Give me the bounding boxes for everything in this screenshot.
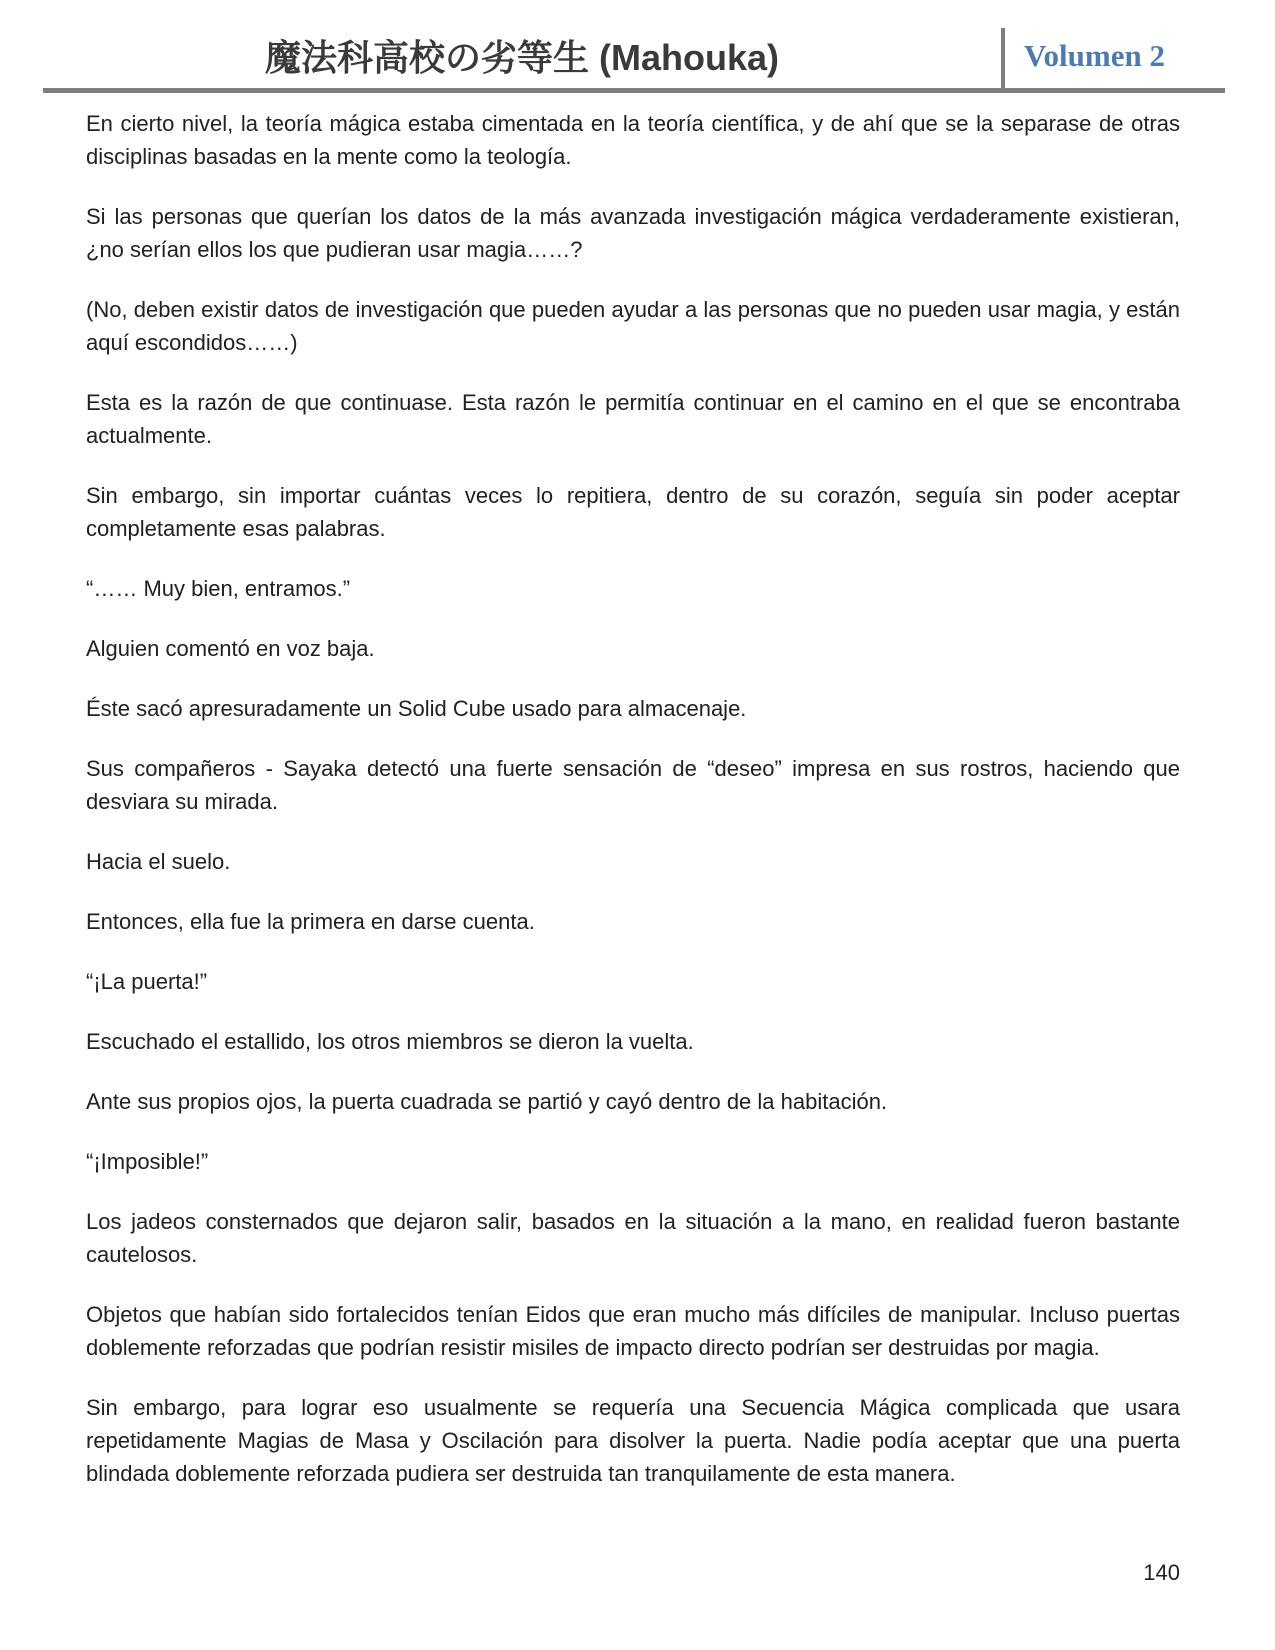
body-paragraph-quote: “¡La puerta!”	[86, 969, 208, 994]
body-paragraph: Ante sus propios ojos, la puerta cuadrada se partió y cayó dentro de la habitación.	[86, 1089, 888, 1114]
body-paragraph: Éste sacó apresuradamente un Solid Cube usado para almacenaje.	[86, 696, 747, 721]
page-number: 140	[1143, 1560, 1180, 1585]
body-paragraph: Esta es la razón de que continuase. Esta razón le permitía continuar en el camino en el que se encontraba actualmente.	[86, 390, 1180, 448]
body-paragraph: Los jadeos consternados que dejaron salir, basados en la situación a la mano, en realidad fueron bastante cautelosos.	[86, 1209, 1180, 1267]
header-rule	[43, 88, 1225, 93]
header-vertical-divider	[1001, 28, 1005, 88]
body-paragraph: En cierto nivel, la teoría mágica estaba cimentada en la teoría científica, y de ahí que se la separase de otras disciplinas basadas en la mente como la teología.	[86, 111, 1180, 169]
body-text	[86, 107, 1180, 1517]
body-paragraph: Alguien comentó en voz baja.	[86, 636, 375, 661]
body-paragraph: Sin embargo, para lograr eso usualmente se requería una Secuencia Mágica complicada que usara repetidamente Magias de Masa y Oscilación para disolver la puerta. Nadie podía aceptar que una puerta blindada doblemente reforzada pudiera ser destruida tan tranquilamente de esta manera.	[86, 1395, 1180, 1486]
volume-label: Volumen 2	[1024, 38, 1165, 73]
body-paragraph: Hacia el suelo.	[86, 849, 231, 874]
body-paragraph: Sin embargo, sin importar cuántas veces lo repitiera, dentro de su corazón, seguía sin poder aceptar completamente esas palabras.	[86, 483, 1180, 541]
body-paragraph-quote: “…… Muy bien, entramos.”	[86, 576, 351, 601]
body-paragraph: Objetos que habían sido fortalecidos tenían Eidos que eran mucho más difíciles de manipular. Incluso puertas doblemente reforzadas que podrían resistir misiles de impacto directo podrían ser destruidas por magia.	[86, 1302, 1180, 1360]
body-paragraph: Entonces, ella fue la primera en darse cuenta.	[86, 909, 535, 934]
body-paragraph-quote: “¡Imposible!”	[86, 1149, 209, 1174]
body-paragraph: Si las personas que querían los datos de la más avanzada investigación mágica verdaderamente existieran, ¿no serían ellos los que pudieran usar magia……?	[86, 204, 1180, 262]
body-paragraph: (No, deben existir datos de investigación que pueden ayudar a las personas que no pueden usar magia, y están aquí escondidos……)	[86, 297, 1180, 355]
body-paragraph: Escuchado el estallido, los otros miembros se dieron la vuelta.	[86, 1029, 694, 1054]
body-paragraph: Sus compañeros - Sayaka detectó una fuerte sensación de “deseo” impresa en sus rostros, haciendo que desviara su mirada.	[86, 756, 1180, 814]
page-title: 魔法科高校の劣等生 (Mahouka)	[264, 37, 779, 78]
